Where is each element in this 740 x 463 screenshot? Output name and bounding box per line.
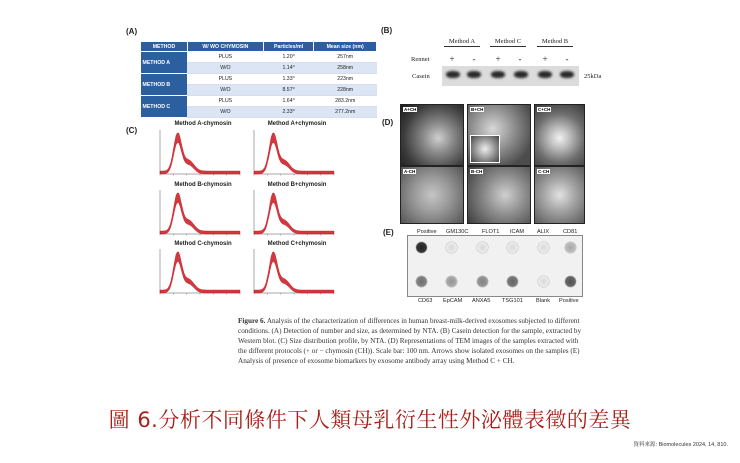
tem-image [467, 166, 531, 224]
table-header: W/ WO CHYMOSIN [187, 42, 263, 52]
table-cell: 223nm [314, 74, 377, 85]
array-spot [416, 242, 427, 253]
array-label: CD81 [563, 229, 578, 235]
nta-plot-title: Method C-chymosin [174, 241, 232, 247]
caption-text: Analysis of the characterization of differences in human breast-milk-derived exosomes subjected to different conditions. (A) Detection of number and size, as determined by NTA. (B) Casein detection for the sample, extracted by Western blot. (C) Size distribution profile, by NTA. (D) Representations of TEM images of the samples extracted with the different protocols (+ or − chymosin (CH)). Scale bar: 100 nm. Arrows show isolated exosomes on the samples (E) Analysis of presence of exosome biomarkers by exosome antibody array using Method C + CH. [238, 317, 582, 365]
blot-band [467, 71, 481, 78]
nta-plot-title: Method C+chymosin [267, 241, 327, 247]
source-note: 資料來源: Biomolecules 2024, 14, 810. [633, 442, 728, 448]
table-cell: PLUS [187, 96, 263, 107]
table-row [141, 74, 377, 85]
tem-label: B+CH [471, 107, 484, 112]
nta-distribution-curve [254, 133, 334, 174]
table-cell: PLUS [187, 74, 263, 85]
table-header: Particles/ml [263, 42, 314, 52]
tem-image [467, 104, 531, 166]
panel-label-b: (B) [381, 26, 393, 35]
wb-divider [490, 46, 526, 47]
tem-image [534, 166, 585, 224]
table-row [141, 52, 377, 63]
table-method-cell: METHOD B [141, 74, 188, 96]
array-label: Blank [536, 298, 550, 304]
table-cell: 1.20⁰ [263, 52, 314, 63]
nta-plot-title: Method B+chymosin [267, 182, 327, 188]
nta-distribution-curve [160, 193, 240, 234]
panel-label-e: (E) [383, 228, 394, 237]
table-cell: 2.33⁰ [263, 107, 314, 118]
caption-figure-number: Figure 6. [238, 317, 266, 325]
tem-image [534, 104, 585, 166]
wb-divider [537, 46, 573, 47]
nta-plot-axes [160, 130, 240, 174]
western-blot-image [442, 66, 579, 86]
kda-label: 25kDa [584, 73, 602, 80]
table-cell: 277.2nm [314, 107, 377, 118]
blot-band [514, 71, 528, 78]
tem-image [400, 104, 464, 166]
tem-label: A+CH [404, 107, 417, 112]
rennet-sign: + [495, 54, 501, 64]
table-cell: W/O [187, 85, 263, 96]
array-spot [446, 276, 457, 287]
array-spot [507, 242, 518, 253]
table-cell: 1.64⁰ [263, 96, 314, 107]
table-cell: 257nm [314, 52, 377, 63]
table-cell: 8.57⁰ [263, 85, 314, 96]
tem-label: A-CH [404, 169, 416, 174]
array-label: Positive [417, 229, 437, 235]
array-spot [416, 276, 427, 287]
table-header: METHOD [141, 42, 188, 52]
wb-divider [444, 46, 480, 47]
panel-label-c: (C) [126, 126, 138, 135]
rennet-label: Rennet [411, 56, 430, 63]
table-header: Mean size (nm) [314, 42, 377, 52]
tem-inset [470, 135, 500, 163]
table-cell: PLUS [187, 52, 263, 63]
table-cell: 283.2nm [314, 96, 377, 107]
nta-distribution-curve [254, 193, 334, 234]
tem-image [400, 166, 464, 224]
array-label: EpCAM [443, 298, 463, 304]
array-spot [446, 242, 457, 253]
array-label: ICAM [510, 229, 524, 235]
array-spot [507, 276, 518, 287]
rennet-sign: - [518, 54, 522, 64]
array-label: GM130C [446, 229, 469, 235]
nta-plot-title: Method A-chymosin [174, 121, 232, 127]
nta-distribution-curve [160, 252, 240, 293]
array-spot [538, 242, 549, 253]
table-cell: W/O [187, 107, 263, 118]
table-method-cell: METHOD A [141, 52, 188, 74]
nta-plot-axes [160, 190, 240, 234]
array-label: FLOT1 [482, 229, 500, 235]
blot-band [491, 71, 505, 78]
array-label: ALIX [537, 229, 550, 235]
array-spot [477, 242, 488, 253]
rennet-sign: + [449, 54, 455, 64]
array-spot [477, 276, 488, 287]
rennet-sign: - [565, 54, 569, 64]
slide-title: 圖 6.分析不同條件下人類母乳衍生性外泌體表徵的差異 [108, 408, 632, 432]
table-cell: 1.14⁰ [263, 63, 314, 74]
panel-label-a: (A) [126, 27, 138, 36]
array-label: Positive [559, 298, 579, 304]
table-method-cell: METHOD C [141, 96, 188, 118]
array-spot [565, 242, 576, 253]
panel-label-d: (D) [382, 118, 394, 127]
nta-plot-title: Method A+chymosin [267, 121, 327, 127]
tem-label: B-CH [471, 169, 483, 174]
wb-method-b: Method B [541, 38, 569, 45]
antibody-array [407, 235, 583, 297]
tem-label: C-CH [538, 169, 550, 174]
array-label: CD63 [418, 298, 433, 304]
table-cell: W/O [187, 63, 263, 74]
wb-method-a: Method A [448, 38, 476, 45]
blot-band [538, 71, 552, 78]
nta-plot-title: Method B-chymosin [174, 182, 232, 188]
table-row [141, 96, 377, 107]
nta-plots-svg [140, 118, 370, 303]
blot-band [560, 71, 574, 78]
nta-distribution-curve [254, 252, 334, 293]
nta-distribution-curve [160, 133, 240, 174]
tem-label: C+CH [538, 107, 551, 112]
array-spot [565, 276, 576, 287]
nta-table [140, 41, 377, 118]
table-cell: 228nm [314, 85, 377, 96]
array-label: ANXA5 [472, 298, 491, 304]
blot-band [446, 71, 460, 78]
rennet-sign: + [542, 54, 548, 64]
figure-caption [238, 316, 584, 366]
array-label: TSG101 [502, 298, 523, 304]
nta-plot-axes [160, 249, 240, 293]
rennet-sign: - [472, 54, 476, 64]
wb-method-c: Method C [494, 38, 522, 45]
table-cell: 1.33⁰ [263, 74, 314, 85]
table-cell: 258nm [314, 63, 377, 74]
casein-label: Casein [412, 73, 430, 80]
array-spot [538, 276, 549, 287]
